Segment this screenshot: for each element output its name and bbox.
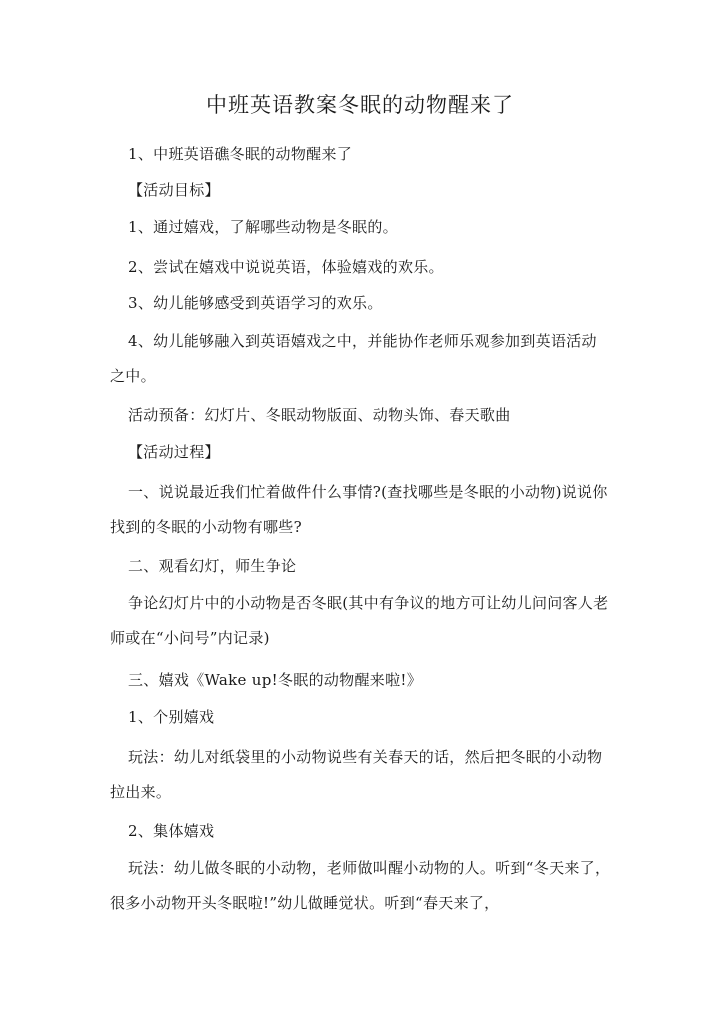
paragraph: 玩法：幼儿做冬眠的小动物，老师做叫醒小动物的人。听到“冬天来了，很多小动物开头冬眠啦!”幼儿做睡觉状。听到“春天来了， (110, 859, 611, 912)
paragraph: 1、中班英语礁冬眠的动物醒来了 (128, 145, 353, 163)
paragraph: 1、通过嬉戏，了解哪些动物是冬眠的。 (128, 218, 398, 236)
paragraph: 4、幼儿能够融入到英语嬉戏之中，并能协作老师乐观参加到英语活动之中。 (110, 332, 597, 385)
document-title: 中班英语教案冬眠的动物醒来了 (206, 93, 514, 117)
section-heading: 【活动过程】 (128, 443, 220, 461)
section-heading: 【活动目标】 (128, 181, 220, 199)
paragraph: 玩法：幼儿对纸袋里的小动物说些有关春天的话，然后把冬眠的小动物拉出来。 (110, 748, 603, 801)
paragraph: 活动预备：幻灯片、冬眠动物版面、动物头饰、春天歌曲 (128, 406, 511, 424)
paragraph: 争论幻灯片中的小动物是否冬眠(其中有争议的地方可让幼儿问问客人老师或在“小问号”内记录) (110, 594, 609, 647)
paragraph: 三、嬉戏《Wake up!冬眠的动物醒来啦!》 (128, 671, 423, 689)
paragraph: 2、集体嬉戏 (128, 822, 215, 840)
paragraph: 3、幼儿能够感受到英语学习的欢乐。 (128, 294, 383, 312)
paragraph: 1、个别嬉戏 (128, 708, 215, 726)
paragraph: 二、观看幻灯，师生争论 (128, 557, 297, 575)
paragraph: 2、尝试在嬉戏中说说英语，体验嬉戏的欢乐。 (128, 258, 444, 276)
paragraph: 一、说说最近我们忙着做件什么事情?(查找哪些是冬眠的小动物)说说你找到的冬眠的小动物有哪些? (110, 483, 608, 536)
